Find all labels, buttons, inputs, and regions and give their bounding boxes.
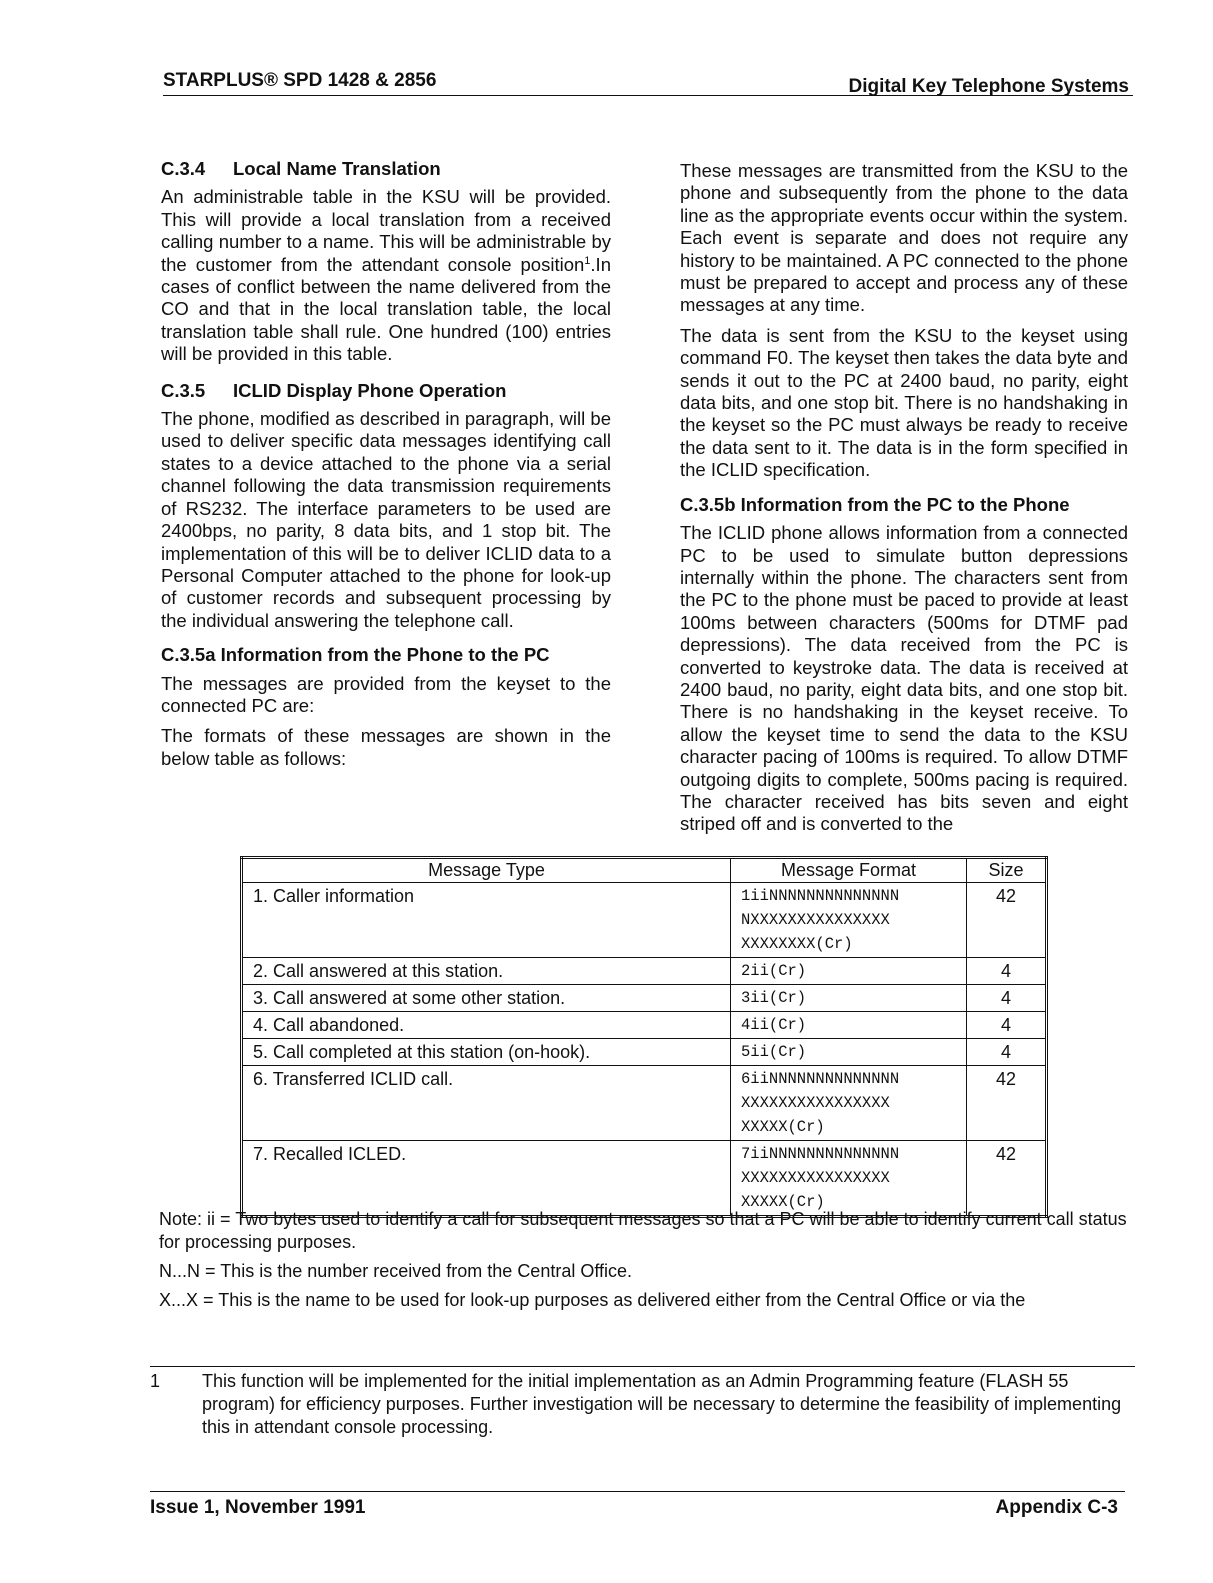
format-line: XXXXX(Cr) xyxy=(741,1193,825,1211)
format-line: 3ii(Cr) xyxy=(741,989,807,1007)
section-heading-c35 xyxy=(161,380,611,402)
message-type: 7. Recalled ICLED. xyxy=(242,1141,731,1217)
format-line: XXXXX(Cr) xyxy=(741,1118,825,1136)
message-format xyxy=(731,1066,967,1141)
footnote-number: 1 xyxy=(150,1371,161,1391)
paragraph: The formats of these messages are shown in the below table as follows: xyxy=(161,725,611,769)
header-rule xyxy=(163,95,1133,96)
table-row xyxy=(242,883,1047,958)
footnote-text: This function will be implemented for the initial implementation as an Admin Programming feature (FLASH 55 program) for efficiency purposes. Further investigation will be necessary to determine the feasibility of implementing this in attendant console processing. xyxy=(202,1371,1122,1437)
format-line: 7iiNNNNNNNNNNNNNN xyxy=(741,1145,900,1163)
message-size: 4 xyxy=(967,985,1047,1012)
message-size: 4 xyxy=(967,1039,1047,1066)
table-header-row xyxy=(242,858,1047,883)
footer-rule xyxy=(150,1491,1125,1492)
message-type: 2. Call answered at this station. xyxy=(242,958,731,985)
format-line: XXXXXXXXXXXXXXXX xyxy=(741,1094,890,1112)
running-header-right: Digital Key Telephone Systems xyxy=(848,76,1129,97)
paragraph: These messages are transmitted from the KSU to the phone and subsequently from the phone to the data line as the appropriate events occur within the system. Each event is separate and does not require any history to be maintained. A PC connected to the phone must be prepared to accept and process any of these messages at any time. xyxy=(680,160,1128,316)
section-title: Local Name Translation xyxy=(233,158,441,179)
format-line: 2ii(Cr) xyxy=(741,962,807,980)
paragraph: The ICLID phone allows information from a connected PC to be used to simulate button depressions internally within the phone. The characters sent from the PC to the phone must be paced to provide at least 100ms between characters (500ms for DTMF pad depressions). The data received from the PC is converted to keystroke data. The data is received at 2400 baud, no parity, eight data bits, and one stop bit. There is no handshaking in the keyset receive. To allow the keyset time to send the data to the KSU character pacing of 100ms is required. To allow DTMF outgoing digits to complete, 500ms pacing is required. The character received has bits seven and eight striped off and is converted to the xyxy=(680,522,1128,835)
message-size: 4 xyxy=(967,1012,1047,1039)
message-size: 42 xyxy=(967,1141,1047,1217)
paragraph xyxy=(161,186,611,365)
note-nn: N...N = This is the number received from the Central Office. xyxy=(159,1261,633,1281)
format-line: XXXXXXXX(Cr) xyxy=(741,935,853,953)
table-row xyxy=(242,958,1047,985)
table-row xyxy=(242,1141,1047,1217)
message-format xyxy=(731,1141,967,1217)
table-row xyxy=(242,1012,1047,1039)
message-type: 5. Call completed at this station (on-hook). xyxy=(242,1039,731,1066)
message-format-table xyxy=(240,856,1048,1218)
paragraph: The phone, modified as described in paragraph, will be used to deliver specific data messages identifying call states to a device attached to the phone via a serial channel following the data transmission requirements of RS232. The interface parameters to be used are 2400bps, no parity, 8 data bits, and 1 stop bit. The implementation of this will be to deliver ICLID data to a Personal Computer attached to the phone for look-up of customer records and subsequent processing by the individual answering the telephone call. xyxy=(161,408,611,631)
section-heading-c35a: C.3.5a Information from the Phone to the PC xyxy=(161,644,550,666)
paragraph-text: .In cases of conflict between the name delivered from the CO and that in the local translation table, the local translation table shall rule. One hundred (100) entries will be provided in this table. xyxy=(161,253,611,365)
table-row xyxy=(242,985,1047,1012)
message-type: 1. Caller information xyxy=(242,883,731,958)
footnote-rule xyxy=(150,1366,1135,1367)
footer-left: Issue 1, November 1991 xyxy=(150,1497,366,1518)
footer-right: Appendix C-3 xyxy=(995,1497,1118,1518)
format-line: 4ii(Cr) xyxy=(741,1016,807,1034)
message-size: 42 xyxy=(967,1066,1047,1141)
paragraph-text: An administrable table in the KSU will be provided. This will provide a local translation from a received calling number to a name. This will be administrable by the customer from the attendant console position xyxy=(161,186,611,275)
footnote-reference: 1 xyxy=(584,254,591,267)
message-type: 3. Call answered at some other station. xyxy=(242,985,731,1012)
message-format xyxy=(731,883,967,958)
message-format xyxy=(731,958,967,985)
format-line: XXXXXXXXXXXXXXXX xyxy=(741,1169,890,1187)
message-format xyxy=(731,985,967,1012)
section-title: ICLID Display Phone Operation xyxy=(233,379,507,401)
table-row xyxy=(242,1039,1047,1066)
section-heading-c35b: C.3.5b Information from the PC to the Phone xyxy=(680,493,1070,515)
note-xx: X...X = This is the name to be used for look-up purposes as delivered either from the Central Office or via the xyxy=(159,1290,1026,1310)
right-column xyxy=(680,160,1128,836)
format-line: 5ii(Cr) xyxy=(741,1043,807,1061)
paragraph: The data is sent from the KSU to the keyset using command F0. The keyset then takes the data byte and sends it out to the PC at 2400 baud, no parity, eight data bits, and one stop bit. There is no handshaking in the keyset so the PC must always be ready to receive the data sent to it. The data is in the form specified in the ICLID specification. xyxy=(680,324,1128,481)
section-number: C.3.4 xyxy=(161,158,206,179)
message-size: 4 xyxy=(967,958,1047,985)
section-heading-c34 xyxy=(161,158,611,180)
message-format xyxy=(731,1039,967,1066)
notes xyxy=(159,1208,1135,1318)
column-header: Size xyxy=(967,858,1047,883)
column-header: Message Format xyxy=(731,858,967,883)
format-line: 6iiNNNNNNNNNNNNNN xyxy=(741,1070,900,1088)
message-type: 6. Transferred ICLID call. xyxy=(242,1066,731,1141)
column-header: Message Type xyxy=(242,858,731,883)
format-line: NXXXXXXXXXXXXXXX xyxy=(741,911,890,929)
running-header-left: STARPLUS® SPD 1428 & 2856 xyxy=(163,70,437,91)
table-row xyxy=(242,1066,1047,1141)
left-column xyxy=(161,158,611,778)
note-ii: Note: ii = Two bytes used to identify a call for subsequent messages so that a PC will be able to identify current call status for processing purposes. xyxy=(159,1209,1127,1252)
message-type: 4. Call abandoned. xyxy=(242,1012,731,1039)
message-format xyxy=(731,1012,967,1039)
message-size: 42 xyxy=(967,883,1047,958)
section-number: C.3.5 xyxy=(161,379,206,401)
format-line: 1iiNNNNNNNNNNNNNN xyxy=(741,887,900,905)
paragraph: The messages are provided from the keyset to the connected PC are: xyxy=(161,672,611,716)
